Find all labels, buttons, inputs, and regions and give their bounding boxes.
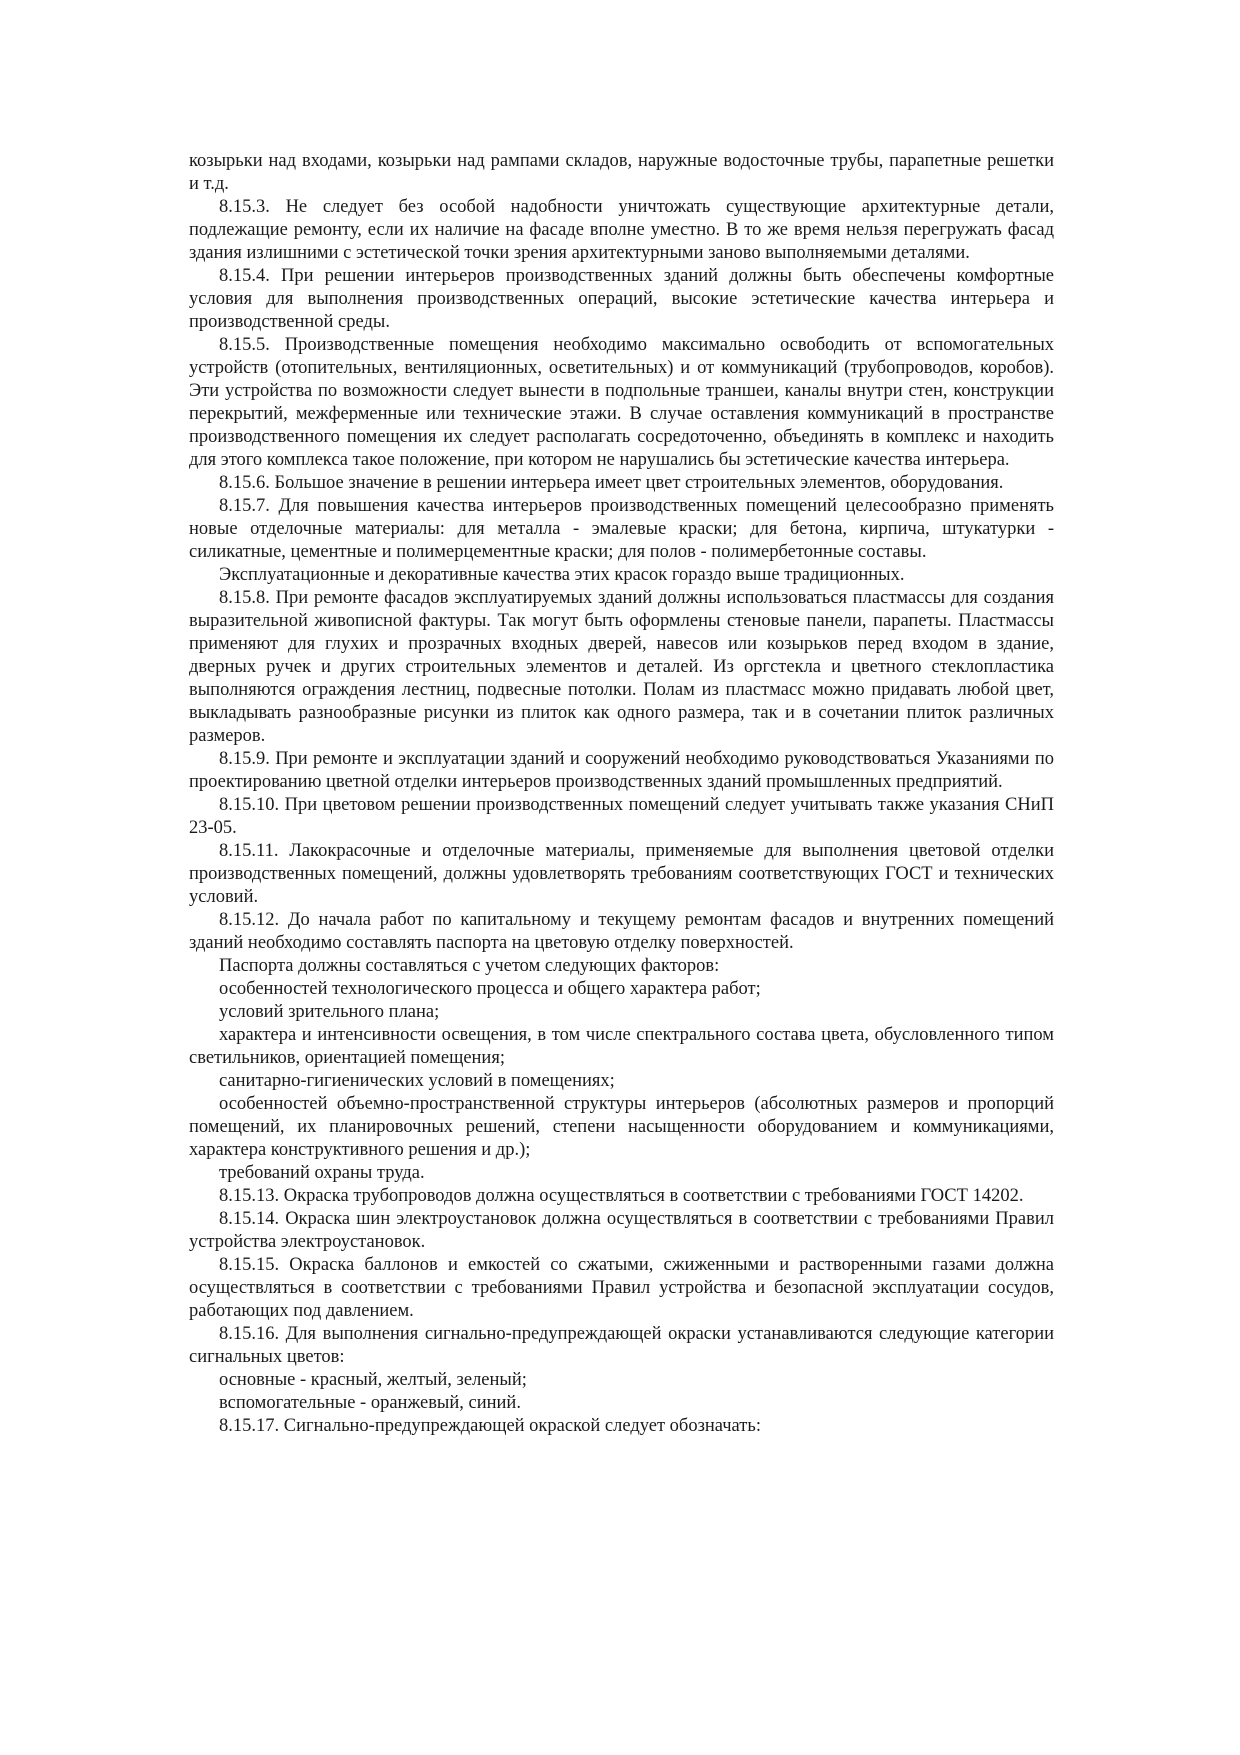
list-item: характера и интенсивности освещения, в том числе спектрального состава цвета, обусловленного типом светильников, ориентацией помещения; [189, 1025, 1054, 1068]
list-intro: Паспорта должны составляться с учетом следующих факторов: [219, 956, 720, 976]
paragraph-8-15-17: 8.15.17. Сигнально-предупреждающей окраской следует обозначать: [219, 1416, 761, 1436]
paragraph-8-15-13: 8.15.13. Окраска трубопроводов должна осуществляться в соответствии с требованиями ГОСТ 14202. [219, 1186, 1024, 1206]
paragraph-8-15-11: 8.15.11. Лакокрасочные и отделочные материалы, применяемые для выполнения цветовой отделки производственных помещений, должны удовлетворять требованиям соответствующих ГОСТ и технических условий. [189, 841, 1054, 907]
paragraph-8-15-7: 8.15.7. Для повышения качества интерьеров производственных помещений целесообразно применять новые отделочные материалы: для металла - эмалевые краски; для бетона, кирпича, штукатурки - силикатные, цементные и полимерцементные краски; для полов - полимербетонные составы. [189, 496, 1054, 562]
paragraph-8-15-4: 8.15.4. При решении интерьеров производственных зданий должны быть обеспечены комфортные условия для выполнения производственных операций, высокие эстетические качества интерьера и производственной среды. [189, 266, 1054, 332]
paragraph-8-15-9: 8.15.9. При ремонте и эксплуатации зданий и сооружений необходимо руководствоваться Указаниями по проектированию цветной отделки интерьеров производственных зданий промышленных предприятий. [189, 749, 1054, 792]
paragraph-8-15-14: 8.15.14. Окраска шин электроустановок должна осуществляться в соответствии с требованиями Правил устройства электроустановок. [189, 1209, 1054, 1252]
list-item: особенностей технологического процесса и общего характера работ; [219, 979, 761, 999]
paragraph-8-15-3: 8.15.3. Не следует без особой надобности уничтожать существующие архитектурные детали, подлежащие ремонту, если их наличие на фасаде вполне уместно. В то же время нельзя перегружать фасад здания излишними с эстетической точки зрения архитектурными заново выполняемыми деталями. [189, 197, 1054, 263]
paragraph-8-15-15: 8.15.15. Окраска баллонов и емкостей со сжатыми, сжиженными и растворенными газами должна осуществляться в соответствии с требованиями Правил устройства и безопасной эксплуатации сосудов, работающих под давлением. [189, 1255, 1054, 1321]
document-body [189, 150, 1054, 1438]
paragraph-8-15-6: 8.15.6. Большое значение в решении интерьера имеет цвет строительных элементов, оборудования. [219, 473, 1004, 493]
list-item: условий зрительного плана; [219, 1002, 440, 1022]
paragraph-8-15-5: 8.15.5. Производственные помещения необходимо максимально освободить от вспомогательных устройств (отопительных, вентиляционных, осветительных) и от коммуникаций (трубопроводов, коробов). Эти устройства по возможности следует вынести в подпольные траншеи, каналы внутри стен, конструкции перекрытий, межферменные или технические этажи. В случае оставления коммуникаций в пространстве производственного помещения их следует располагать сосредоточенно, объединять в комплекс и находить для этого комплекса такое положение, при котором не нарушались бы эстетические качества интерьера. [189, 335, 1054, 470]
list-item: вспомогательные - оранжевый, синий. [219, 1393, 521, 1413]
list-item: требований охраны труда. [219, 1163, 425, 1183]
paragraph-8-15-7-note: Эксплуатационные и декоративные качества этих красок гораздо выше традиционных. [219, 565, 905, 585]
paragraph-continued: козырьки над входами, козырьки над рампами складов, наружные водосточные трубы, парапетные решетки и т.д. [189, 151, 1054, 194]
list-item: особенностей объемно-пространственной структуры интерьеров (абсолютных размеров и пропорций помещений, их планировочных решений, степени насыщенности оборудованием и коммуникациями, характера конструктивного решения и др.); [189, 1094, 1054, 1160]
paragraph-8-15-12: 8.15.12. До начала работ по капитальному и текущему ремонтам фасадов и внутренних помещений зданий необходимо составлять паспорта на цветовую отделку поверхностей. [189, 910, 1054, 953]
paragraph-8-15-16: 8.15.16. Для выполнения сигнально-предупреждающей окраски устанавливаются следующие категории сигнальных цветов: [189, 1324, 1054, 1367]
paragraph-8-15-8: 8.15.8. При ремонте фасадов эксплуатируемых зданий должны использоваться пластмассы для создания выразительной живописной фактуры. Так могут быть оформлены стеновые панели, парапеты. Пластмассы применяют для глухих и прозрачных входных дверей, навесов или козырьков перед входом в здание, дверных ручек и других строительных элементов и деталей. Из оргстекла и цветного стеклопластика выполняются ограждения лестниц, подвесные потолки. Полам из пластмасс можно придавать любой цвет, выкладывать разнообразные рисунки из плиток как одного размера, так и в сочетании плиток различных размеров. [189, 588, 1054, 746]
paragraph-8-15-10: 8.15.10. При цветовом решении производственных помещений следует учитывать также указания СНиП 23-05. [189, 795, 1054, 838]
list-item: санитарно-гигиенических условий в помещениях; [219, 1071, 615, 1091]
list-item: основные - красный, желтый, зеленый; [219, 1370, 527, 1390]
